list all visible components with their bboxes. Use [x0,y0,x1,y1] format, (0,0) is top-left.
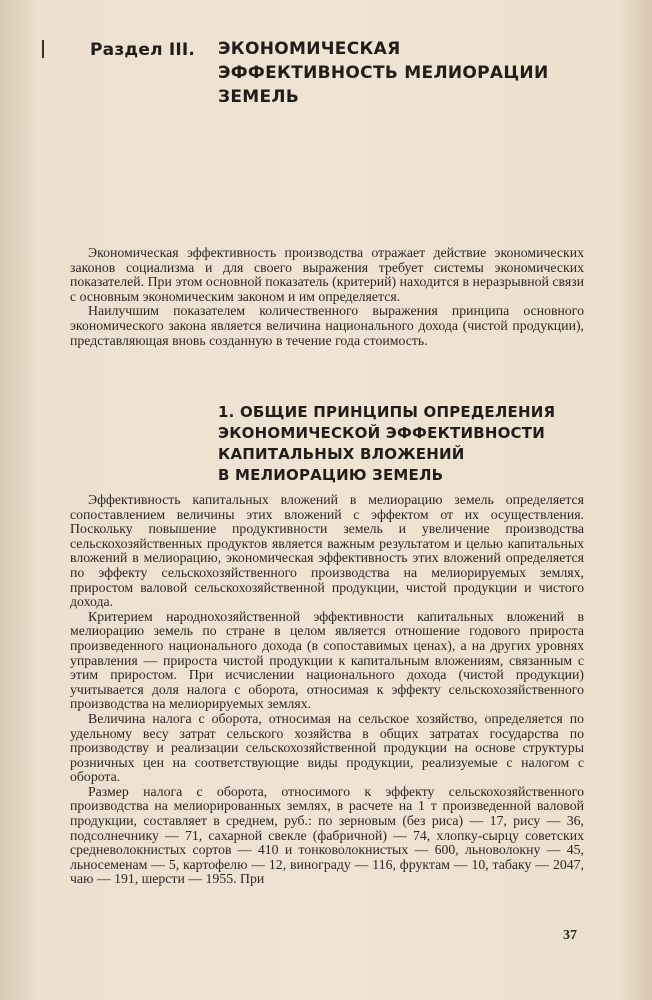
chapter-title-line: 1. ОБЩИЕ ПРИНЦИПЫ ОПРЕДЕЛЕНИЯ [218,403,556,421]
paragraph: Критерием народнохозяйственной эффективности капитальных вложений в мелиорацию земель по стране в целом является отношение годового прироста произведенного национального дохода (в сопоставимых ценах), а на других уровнях управления — прироста чистой продукции к капитальным вложениям, связанным с этим приростом. При исчислении национального дохода (чистой продукции) учитывается доля налога с оборота, относимая к эффекту сельскохозяйственного производства на мелиорируемых землях. [70,608,584,712]
intro-text [70,246,584,348]
section-title-line: ЗЕМЕЛЬ [218,87,300,107]
chapter-title-line: КАПИТАЛЬНЫХ ВЛОЖЕНИЙ [218,445,465,463]
chapter-text [70,493,584,887]
page-number: 37 [563,928,577,943]
paragraph: Наилучшим показателем количественного выражения принципа основного экономического закона является величина национального дохода (чистой продукции), представляющая вновь созданную в течение года стоимость. [70,303,584,348]
chapter-title [218,402,598,486]
paragraph: Экономическая эффективность производства отражает действие экономических законов социализма и для своего выражения требует системы экономических показателей. При этом основной показатель (критерий) находится в неразрывной связи с основным экономическим законом и им определяется. [70,245,584,304]
section-title-line: ЭФФЕКТИВНОСТЬ МЕЛИОРАЦИИ [218,63,549,83]
paragraph: Эффективность капитальных вложений в мелиорацию земель определяется сопоставлением величины этих вложений с эффектом от их осуществления. Поскольку повышение продуктивности земель и увеличение производства сельскохозяйственных продуктов является важным результатом и целью капитальных вложений в мелиорацию, экономическая эффективность этих вложений определяется по эффекту сельскохозяйственного производства на мелиорируемых землях, приростом валовой сельскохозяйственной продукции, чистой продукции и чистого дохода. [70,492,584,610]
chapter-title-line: В МЕЛИОРАЦИЮ ЗЕМЕЛЬ [218,466,444,484]
paragraph: Величина налога с оборота, относимая на сельское хозяйство, определяется по удельному весу затрат сельского хозяйства в общих затратах государства по производству и реализации сельскохозяйственной продукции на основе структуры розничных цен на соответствующие виды продукции, реализуемые с налогом с оборота. [70,710,584,785]
margin-mark [42,40,44,58]
section-title-line: ЭКОНОМИЧЕСКАЯ [218,39,401,59]
paragraph: Размер налога с оборота, относимого к эффекту сельскохозяйственного производства на мелиорированных землях, в расчете на 1 т произведенной валовой продукции, составляет в среднем, руб.: по зерновым (без риса) — 17, рису — 36, подсолнечнику — 71, сахарной свекле (фабричной) — 74, хлопку-сырцу советских средневолокнистых сортов — 410 и тонковолокнистых — 600, льноволокну — 45, льносеменам — 5, картофелю — 12, винограду — 116, фруктам — 10, табаку — 2047, чаю — 191, шерсти — 1955. При [70,783,584,887]
section-title [218,37,598,109]
chapter-title-line: ЭКОНОМИЧЕСКОЙ ЭФФЕКТИВНОСТИ [218,424,545,442]
section-label: Раздел III. [90,40,196,60]
